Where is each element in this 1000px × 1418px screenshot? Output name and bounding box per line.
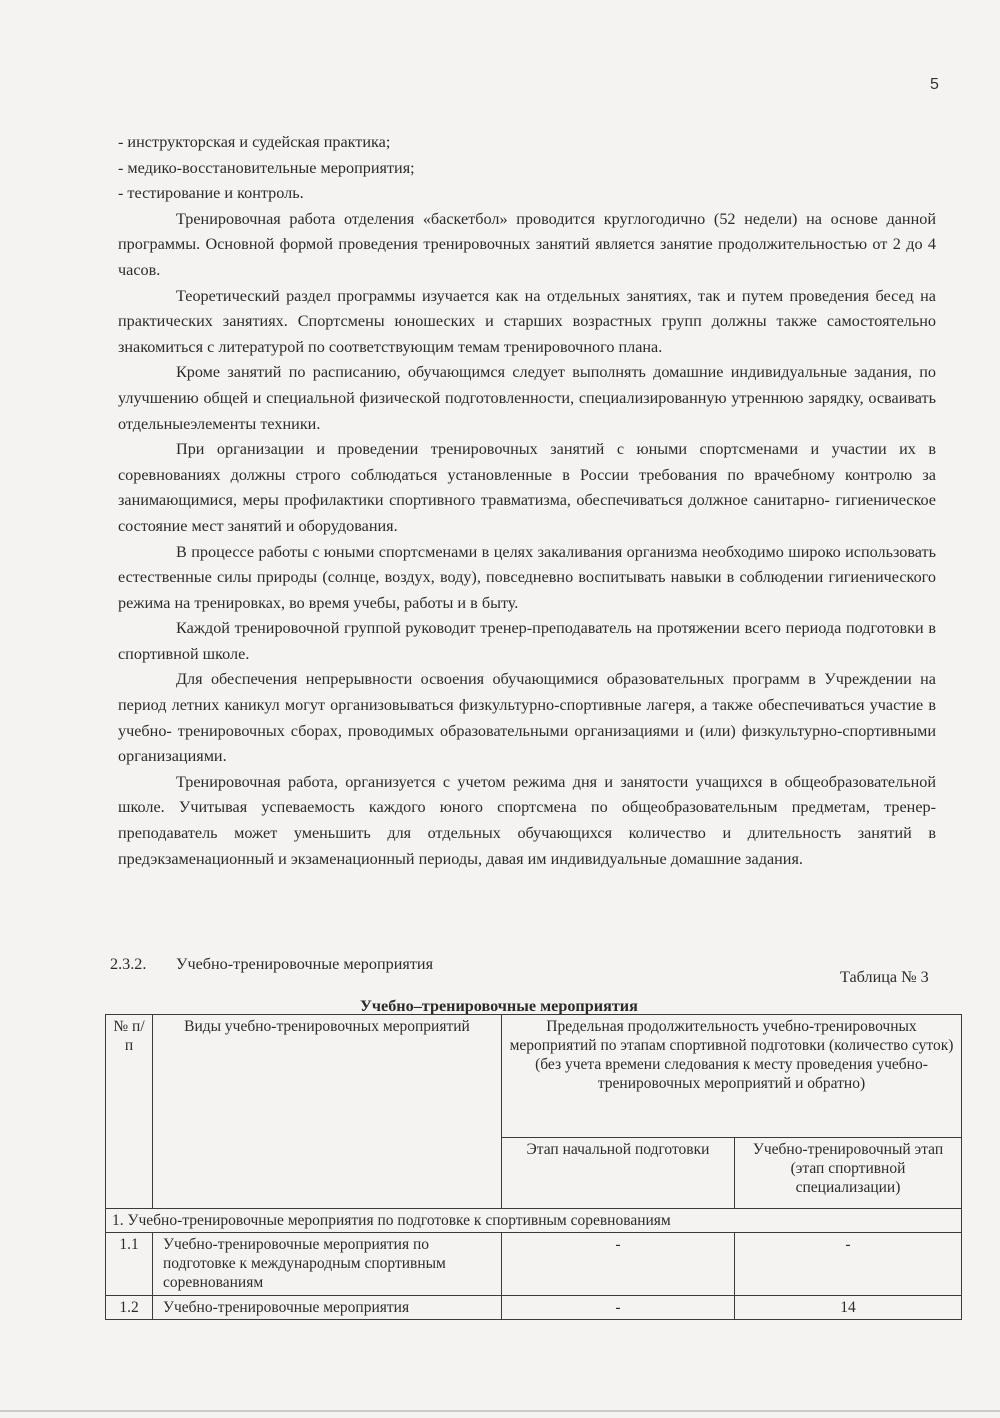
table-section-row: [106, 1209, 962, 1233]
list-item: - тестирование и контроль.: [118, 184, 304, 203]
table-title: Учебно–тренировочные мероприятия: [360, 997, 638, 1015]
header-duration: Предельная продолжительность учебно-тренировочных мероприятий по этапам спортивной подготовки (количество суток) (без учета времени следования к месту проведения учебно-тренировочных мероприятий и обратно): [502, 1015, 962, 1138]
row-num: 1.1: [106, 1233, 153, 1296]
table-header-row: [106, 1015, 962, 1138]
section-heading: [110, 955, 433, 974]
paragraph: Тренировочная работа отделения «баскетбол» проводится круглогодично (52 недели) на основе данной программы. Основной формой проведения тренировочных занятий является занятие продолжительностью от 2 до 4 часов.: [118, 209, 936, 279]
list-item: - медико-восстановительные мероприятия;: [118, 158, 415, 177]
header-stage-training: Учебно-тренировочный этап (этап спортивной специализации): [735, 1138, 962, 1209]
paragraph: Тренировочная работа, организуется с учетом режима дня и занятости учащихся в общеобразовательной школе. Учитывая успеваемость каждого юного спортсмена по общеобразовательным предметам, тренер-преподаватель может уменьшить для отдельных обучающихся количество и длительность занятий в предэкзаменационный и экзаменационный периоды, давая им индивидуальные домашние задания.: [118, 772, 936, 868]
header-stage-initial: Этап начальной подготовки: [502, 1138, 735, 1209]
body-text: [118, 130, 936, 872]
paragraph: При организации и проведении тренировочных занятий с юными спортсменами и участии их в соревнованиях должны строго соблюдаться установленные в России требования по врачебному контролю за занимающимися, меры профилактики спортивного травматизма, обеспечиваться должное санитарно- гигиеническое состояние мест занятий и оборудования.: [118, 440, 936, 535]
section-number: 2.3.2.: [110, 955, 147, 973]
page-bottom-edge: [0, 1410, 1000, 1412]
paragraph: Каждой тренировочной группой руководит тренер-преподаватель на протяжении всего периода подготовки в спортивной школе.: [118, 619, 936, 663]
row-kind: Учебно-тренировочные мероприятия: [153, 1296, 502, 1320]
header-num: № п/п: [106, 1015, 153, 1209]
paragraph: Для обеспечения непрерывности освоения обучающимися образовательных программ в Учреждении на период летних каникул могут организовываться физкультурно-спортивные лагеря, а также обеспечиваться участие в учебно- тренировочных сборах, проводимых образовательными организациями и (или) физкультурно-спортивными организациями.: [118, 670, 936, 766]
header-kind: Виды учебно-тренировочных мероприятий: [153, 1015, 502, 1209]
paragraph: Кроме занятий по расписанию, обучающимся следует выполнять домашние индивидуальные задания, по улучшению общей и специальной физической подготовленности, специализированную утреннюю зарядку, осваивать отдельныеэлементы техники.: [118, 363, 936, 433]
row-stage-initial: -: [502, 1233, 735, 1296]
paragraph: В процессе работы с юными спортсменами в целях закаливания организма необходимо широко использовать естественные силы природы (солнце, воздух, воду), повседневно воспитывать навыки в соблюдении гигиенического режима на тренировках, во время учебы, работы и в быту.: [118, 542, 936, 612]
table-row: [106, 1233, 962, 1296]
section-row-label: 1. Учебно-тренировочные мероприятия по подготовке к спортивным соревнованиям: [106, 1209, 962, 1233]
row-stage-initial: -: [502, 1296, 735, 1320]
section-title: Учебно-тренировочные мероприятия: [176, 955, 434, 973]
row-kind: Учебно-тренировочные мероприятия по подготовке к международным спортивным соревнованиям: [153, 1233, 502, 1296]
events-table: [105, 1014, 962, 1320]
row-num: 1.2: [106, 1296, 153, 1320]
row-stage-training: 14: [735, 1296, 962, 1320]
row-stage-training: -: [735, 1233, 962, 1296]
table-row: [106, 1296, 962, 1320]
table-caption: Таблица № 3: [840, 968, 929, 986]
page-number: 5: [930, 76, 939, 93]
paragraph: Теоретический раздел программы изучается как на отдельных занятиях, так и путем проведения бесед на практических занятиях. Спортсмены юношеских и старших возрастных групп должны также самостоятельно знакомиться с литературой по соответствующим темам тренировочного плана.: [118, 286, 936, 356]
list-item: - инструкторская и судейская практика;: [118, 133, 391, 151]
